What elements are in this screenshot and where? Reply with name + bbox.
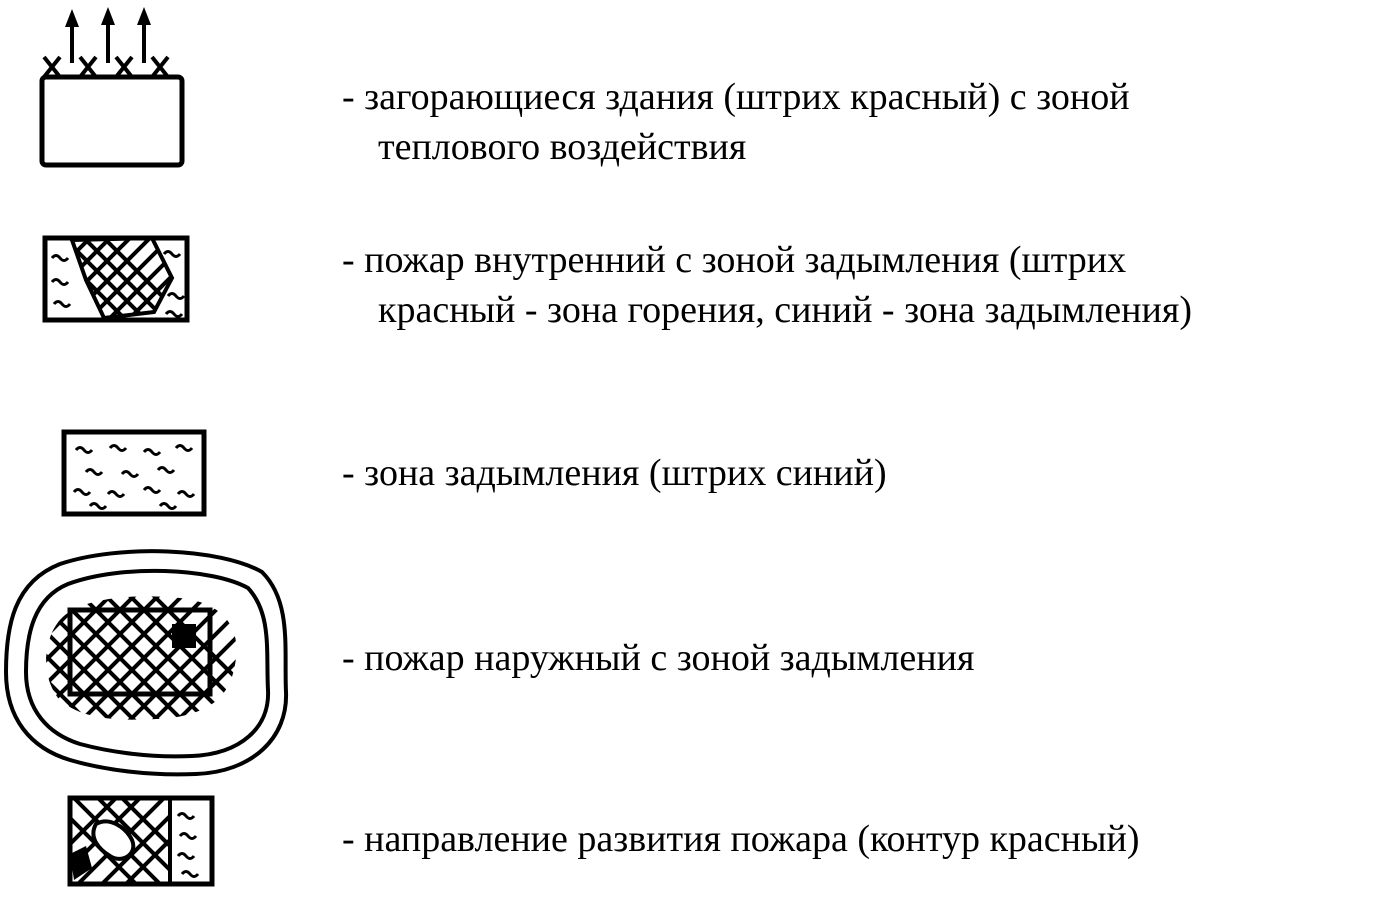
legend-label-line: - загорающиеся здания (штрих красный) с зоной <box>342 76 1130 118</box>
igniting-building-icon <box>30 5 200 170</box>
legend-label-line: - направление развития пожара (контур красный) <box>342 818 1140 860</box>
legend-label-fire-direction <box>342 814 1140 864</box>
legend-label-line: - зона задымления (штрих синий) <box>342 452 887 494</box>
legend-label-internal-fire <box>342 235 1192 335</box>
fire-direction-icon <box>66 794 216 888</box>
legend-label-smoke-zone <box>342 448 887 498</box>
internal-fire-smoke-icon <box>42 234 190 326</box>
legend-row-smoke-zone <box>0 410 1375 530</box>
smoke-zone-icon <box>60 428 208 518</box>
legend-row-internal-fire <box>0 200 1375 380</box>
legend-row-external-fire <box>0 540 1375 780</box>
legend-label-line: - пожар внутренний с зоной задымления (штрих <box>342 239 1127 281</box>
legend-row-fire-direction <box>0 780 1375 904</box>
external-fire-smoke-icon <box>0 542 292 778</box>
legend-label-line: - пожар наружный с зоной задымления <box>342 637 975 679</box>
legend-label-line: красный - зона горения, синий - зона задымления) <box>378 289 1192 331</box>
legend-label-external-fire <box>342 633 974 683</box>
legend-row-igniting-building <box>0 0 1375 200</box>
legend-label-igniting-building <box>342 72 1130 172</box>
legend-label-line: теплового воздействия <box>378 126 747 168</box>
